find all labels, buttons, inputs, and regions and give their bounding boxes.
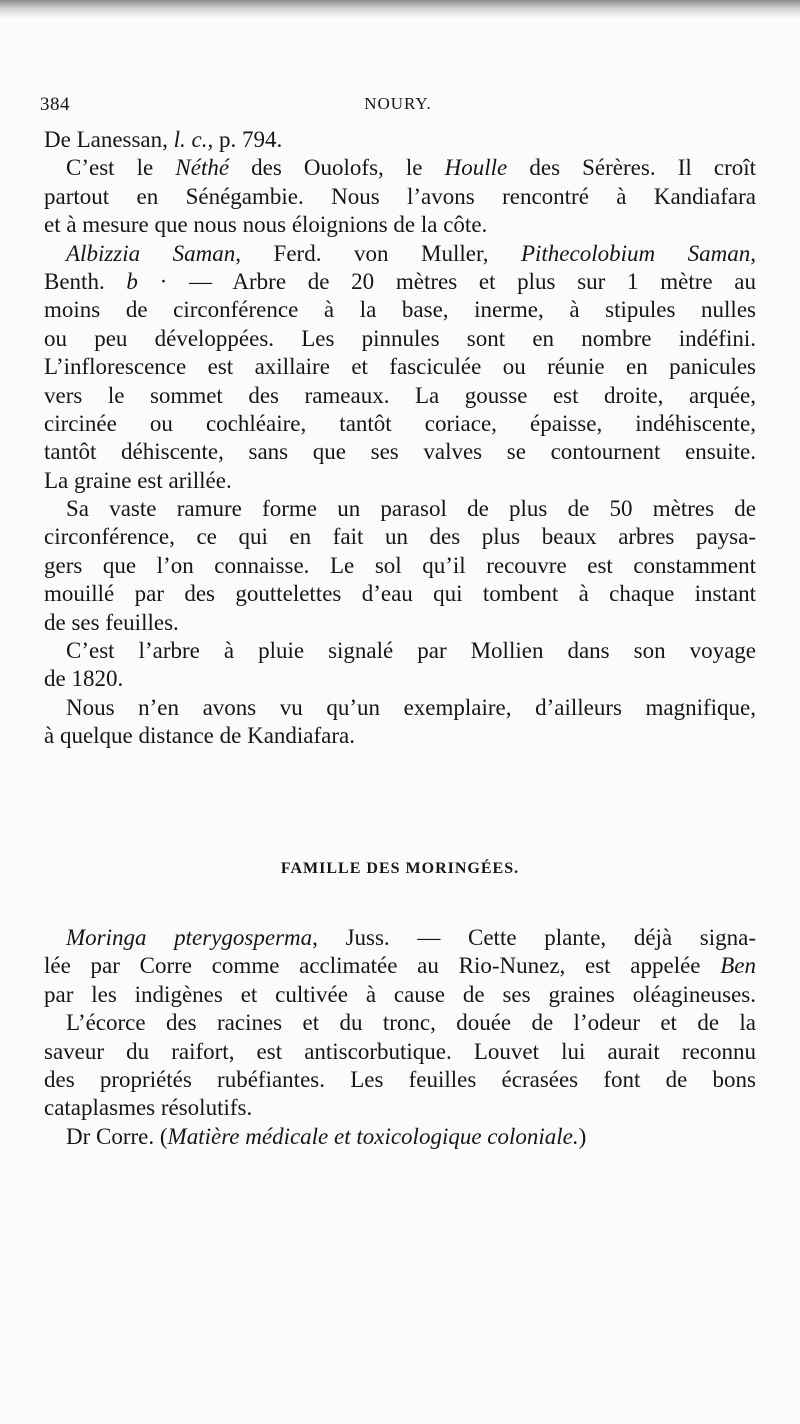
text-line bbox=[44, 552, 756, 580]
text-segment: L’inflorescence est axillaire et fasciculée ou réunie en panicules bbox=[44, 354, 756, 380]
italic-text: Albizzia Saman bbox=[66, 240, 236, 266]
text-segment: , bbox=[750, 240, 756, 266]
text-segment: cataplasmes résolutifs. bbox=[44, 1095, 253, 1121]
italic-text: Houlle bbox=[444, 155, 508, 181]
text-segment: par les indigènes et cultivée à cause de ses graines oléagineuses. bbox=[44, 981, 756, 1007]
text-line bbox=[44, 637, 756, 665]
body-text-section-2 bbox=[44, 924, 756, 1151]
text-line bbox=[44, 1123, 756, 1151]
text-segment: moins de circonférence à la base, inerme, à stipules nulles bbox=[44, 297, 756, 323]
text-segment: de ses feuilles. bbox=[44, 609, 179, 635]
text-segment: circonférence, ce qui en fait un des plus beaux arbres paysa- bbox=[44, 524, 756, 550]
text-line bbox=[44, 438, 756, 466]
text-segment: ou peu développées. Les pinnules sont en nombre indéfini. bbox=[44, 325, 756, 351]
text-segment: mouillé par des gouttelettes d’eau qui tombent à chaque instant bbox=[44, 581, 756, 607]
text-line bbox=[44, 523, 756, 551]
scan-edge-shadow bbox=[0, 0, 800, 18]
text-line bbox=[44, 296, 756, 324]
text-segment: des Sérères. Il croît bbox=[507, 155, 757, 181]
text-segment: , p. 794. bbox=[207, 127, 283, 152]
text-segment: Benth. bbox=[44, 268, 127, 294]
text-segment: des propriétés rubéfiantes. Les feuilles écrasées font de bons bbox=[44, 1066, 756, 1092]
text-segment: circinée ou cochléaire, tantôt coriace, épaisse, indéhiscente, bbox=[44, 410, 756, 436]
text-line bbox=[44, 952, 756, 980]
text-segment: partout en Sénégambie. Nous l’avons rencontré à Kandiafara bbox=[44, 183, 756, 209]
text-segment: De Lanessan, bbox=[44, 127, 174, 152]
text-line bbox=[44, 1038, 756, 1066]
body-text-section-1 bbox=[44, 126, 756, 751]
page-number: 384 bbox=[40, 94, 70, 115]
text-line bbox=[44, 495, 756, 523]
text-line bbox=[44, 211, 756, 239]
italic-text: l. c. bbox=[173, 127, 208, 152]
text-line bbox=[44, 1094, 756, 1122]
text-line bbox=[44, 694, 756, 722]
text-segment: · — Arbre de 20 mètres et plus sur 1 mètre au bbox=[137, 268, 756, 294]
italic-text: Matière médicale et toxicologique coloniale. bbox=[167, 1123, 579, 1149]
italic-text: Pithecolobium Saman bbox=[520, 240, 751, 266]
text-segment: vers le sommet des rameaux. La gousse est droite, arquée, bbox=[44, 382, 756, 408]
running-head bbox=[40, 94, 756, 120]
text-line bbox=[44, 609, 756, 637]
text-line bbox=[44, 154, 756, 182]
text-segment: saveur du raifort, est antiscorbutique. Louvet lui aurait reconnu bbox=[44, 1038, 756, 1064]
text-segment: lée par Corre comme acclimatée au Rio-Nunez, est appelée bbox=[44, 953, 721, 979]
text-line bbox=[44, 981, 756, 1009]
text-segment: Dr Corre. ( bbox=[66, 1123, 168, 1149]
text-segment: C’est l’arbre à pluie signalé par Mollien dans son voyage bbox=[66, 638, 756, 664]
text-line bbox=[44, 183, 756, 211]
italic-text: Néthé bbox=[175, 155, 230, 181]
text-segment: tantôt déhiscente, sans que ses valves se contournent ensuite. bbox=[44, 439, 756, 465]
text-segment: et à mesure que nous nous éloignions de la côte. bbox=[44, 212, 488, 238]
section-heading: FAMILLE DES MORINGÉES. bbox=[280, 860, 520, 877]
text-segment: Sa vaste ramure forme un parasol de plus de 50 mètres de bbox=[66, 496, 756, 522]
text-segment: à quelque distance de Kandiafara. bbox=[44, 723, 355, 749]
text-line bbox=[44, 240, 756, 268]
text-segment: La graine est arillée. bbox=[44, 467, 232, 493]
text-segment: gers que l’on connaisse. Le sol qu’il recouvre est constamment bbox=[44, 552, 756, 578]
text-line bbox=[44, 382, 756, 410]
italic-text: Moringa pterygosperma bbox=[66, 925, 313, 950]
text-line bbox=[44, 924, 756, 952]
text-line bbox=[44, 467, 756, 495]
text-segment: C’est le bbox=[66, 155, 176, 181]
text-line bbox=[44, 268, 756, 296]
text-segment: de 1820. bbox=[44, 666, 124, 692]
text-line bbox=[44, 410, 756, 438]
text-segment: , Ferd. von Muller, bbox=[235, 240, 521, 266]
text-line bbox=[44, 126, 756, 154]
text-line bbox=[44, 1009, 756, 1037]
text-line bbox=[44, 1066, 756, 1094]
text-segment: Nous n’en avons vu qu’un exemplaire, d’ailleurs magnifique, bbox=[66, 694, 756, 720]
text-segment: L’écorce des racines et du tronc, douée de l’odeur et de la bbox=[66, 1010, 756, 1036]
text-segment: ) bbox=[578, 1123, 587, 1149]
text-line bbox=[44, 722, 756, 750]
running-title: NOURY. bbox=[364, 94, 432, 113]
text-line bbox=[44, 325, 756, 353]
italic-text: Ben bbox=[720, 953, 756, 979]
text-segment: , Juss. — Cette plante, déjà signa- bbox=[312, 925, 757, 950]
italic-text: b bbox=[126, 268, 138, 294]
text-line bbox=[44, 665, 756, 693]
text-line bbox=[44, 580, 756, 608]
text-segment: des Ouolofs, le bbox=[229, 155, 445, 181]
text-line bbox=[44, 353, 756, 381]
